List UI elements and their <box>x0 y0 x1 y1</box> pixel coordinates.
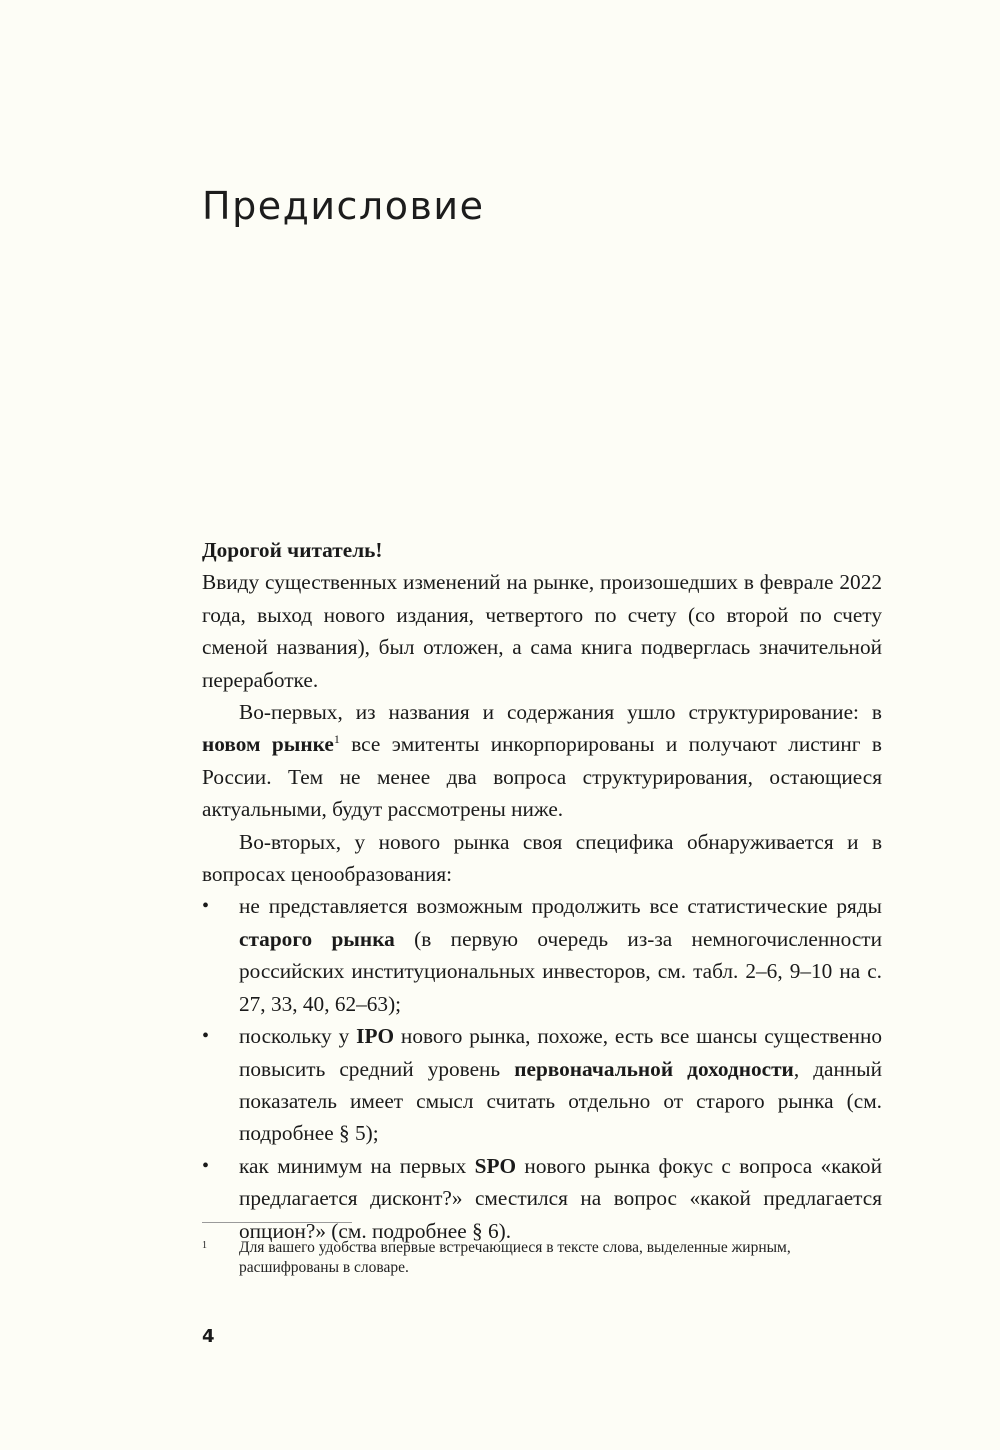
footnote-divider <box>202 1222 352 1223</box>
bold-term: SPO <box>474 1153 517 1178</box>
footnote <box>202 1238 882 1278</box>
bullet-icon: • <box>202 895 210 918</box>
bullet-list <box>202 890 882 1246</box>
bold-term: новом рынке <box>202 732 334 757</box>
footnote-reference[interactable]: 1 <box>333 732 340 747</box>
paragraph-text: Во-первых, из названия и содержания ушло структурирование: в <box>239 700 882 725</box>
paragraph-second: Во-вторых, у нового рынка своя специфика обнаруживается и в вопросах ценообразования: <box>202 829 882 887</box>
list-item-text: как минимум на первых <box>239 1153 475 1178</box>
footnote-number: 1 <box>202 1240 207 1251</box>
bold-term: первоначальной доходности <box>514 1056 794 1081</box>
bold-term: IPO <box>356 1024 395 1049</box>
footnote-text: Для вашего удобства впервые встречающиеся в тексте слова, выделенные жирным, расшифрованы в словаре. <box>239 1239 791 1276</box>
list-item-text: не представляется возможным продолжить все статистические ряды <box>239 894 882 919</box>
list-item <box>202 1020 882 1150</box>
list-item-text: нового рынка, похоже, есть все шансы существенно повысить средний уровень <box>239 1024 882 1081</box>
bullet-icon: • <box>202 1025 210 1048</box>
page-number: 4 <box>202 1326 215 1347</box>
list-item-text: , данный показатель имеет смысл считать отдельно от старого рынка (см. подробнее § 5); <box>239 1056 882 1146</box>
list-item <box>202 1150 882 1247</box>
intro-paragraph: Ввиду существенных изменений на рынке, произошедших в феврале 2022 года, выход нового издания, четвертого по счету (со второй по счету сменой названия), был отложен, а сама книга подверглась значительной переработке. <box>202 570 882 692</box>
bold-term: старого рынка <box>239 926 395 951</box>
paragraph-text: все эмитенты инкорпорированы и получают листинг в России. Тем не менее два вопроса структурирования, остающиеся актуальными, будут рассмотрены ниже. <box>202 732 882 822</box>
body-text <box>202 534 882 1247</box>
bullet-icon: • <box>202 1154 210 1177</box>
list-item-text: (в первую очередь из-за немногочисленности российских институциональных инвесторов, см. табл. 2–6, 9–10 на с. 27, 33, 40, 62–63); <box>239 926 882 1016</box>
chapter-title: Предисловие <box>202 184 485 228</box>
greeting: Дорогой читатель! <box>202 538 383 562</box>
list-item-text: поскольку у <box>239 1024 357 1049</box>
paragraph-first <box>202 696 882 826</box>
list-item <box>202 890 882 1020</box>
list-item-text: нового рынка фокус с вопроса «какой предлагается дисконт?» сместился на вопрос «какой предлагается опцион?» (см. подробнее § 6). <box>239 1153 882 1243</box>
